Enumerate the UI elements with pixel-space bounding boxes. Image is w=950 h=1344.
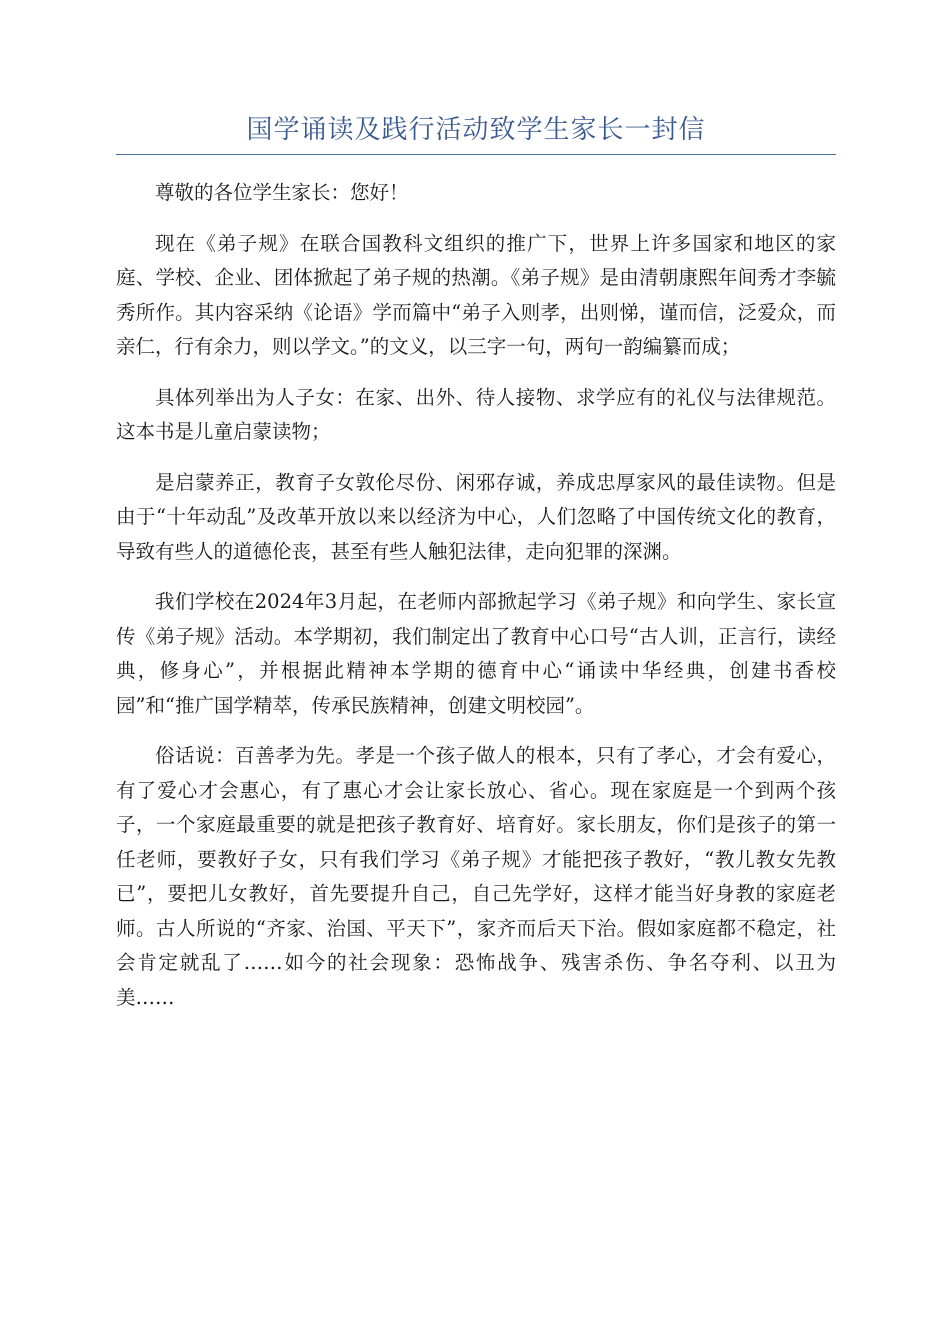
document-title: 国学诵读及践行活动致学生家长一封信	[246, 115, 706, 145]
paragraph-5: 俗话说：百善孝为先。孝是一个孩子做人的根本，只有了孝心，才会有爱心，有了爱心才会惠心，有了惠心才会让家长放心、省心。现在家庭是一个到两个孩子，一个家庭最重要的就是把孩子教育好、培育好。家长朋友，你们是孩子的第一任老师，要教好子女，只有我们学习《弟子规》才能把孩子教好，“教儿教女先教已”，要把儿女教好，首先要提升自己，自己先学好，这样才能当好身教的家庭老师。古人所说的“齐家、治国、平天下”，家齐而后天下治。假如家庭都不稳定，社会肯定就乱了……如今的社会现象：恐怖战争、残害杀伤、争名夺利、以丑为美……	[116, 744, 836, 1009]
paragraph-1: 现在《弟子规》在联合国教科文组织的推广下，世界上许多国家和地区的家庭、学校、企业、团体掀起了弟子规的热潮。《弟子规》是由清朝康熙年间秀才李毓秀所作。其内容采纳《论语》学而篇中“弟子入则孝，出则悌，谨而信，泛爱众，而亲仁，行有余力，则以学文。”的文义，以三字一句，两句一韵编纂而成；	[116, 231, 836, 358]
paragraph-2: 具体列举出为人子女：在家、出外、待人接物、求学应有的礼仪与法律规范。这本书是儿童启蒙读物；	[116, 385, 836, 443]
paragraph-3: 是启蒙养正，教育子女敦伦尽份、闲邪存诚，养成忠厚家风的最佳读物。但是由于“十年动乱”及改革开放以来以经济为中心，人们忽略了中国传统文化的教育，导致有些人的道德伦丧，甚至有些人触犯法律，走向犯罪的深渊。	[116, 470, 836, 563]
paragraph-4: 我们学校在2024年3月起，在老师内部掀起学习《弟子规》和向学生、家长宣传《弟子规》活动。本学期初，我们制定出了教育中心口号“古人训，正言行，读经典，修身心”，并根据此精神本学期的德育中心“诵读中华经典，创建书香校园”和“推广国学精萃，传承民族精神，创建文明校园”。	[116, 590, 836, 717]
document-page	[116, 112, 836, 1015]
greeting: 尊敬的各位学生家长：您好！	[155, 181, 409, 204]
title-underline	[116, 154, 836, 155]
